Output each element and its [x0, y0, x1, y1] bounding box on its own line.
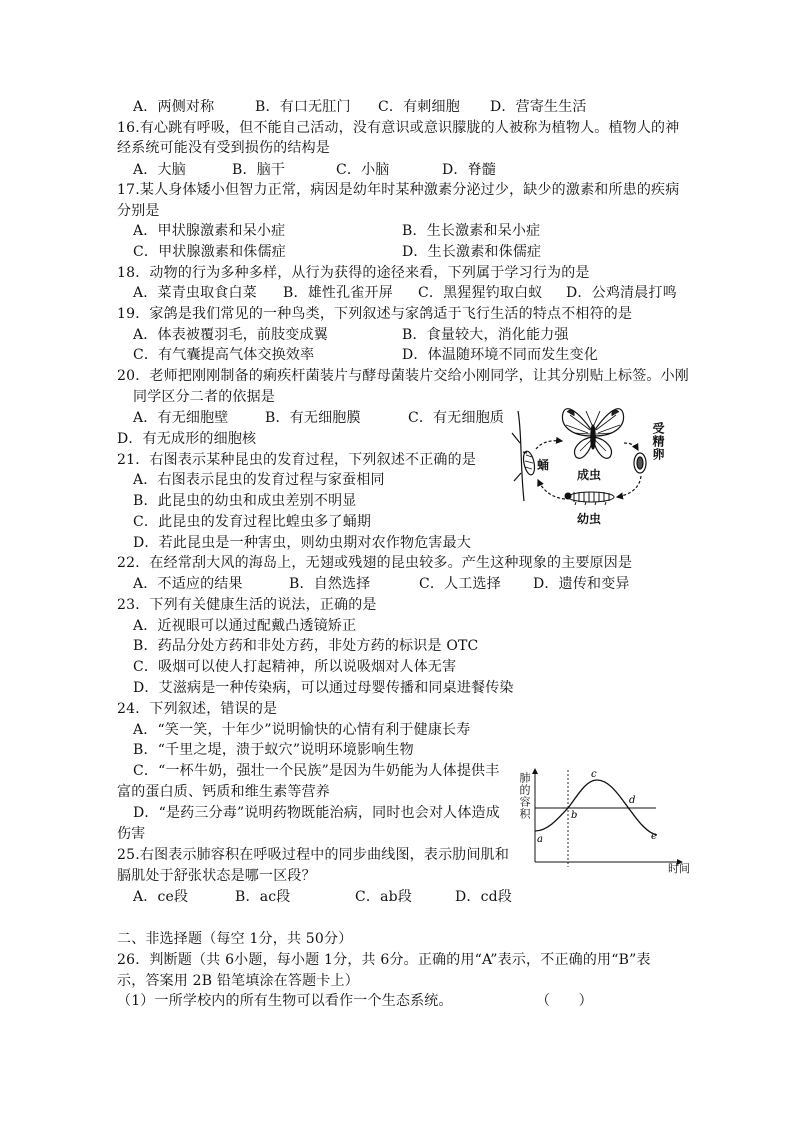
q24-option-d-line-2: 伤害: [117, 826, 146, 842]
q22-stem: 22．在经常刮大风的海岛上，无翅或残翅的昆虫较多。产生这种现象的主要原因是: [117, 555, 633, 571]
q15-option-d: D．营寄生生活: [490, 99, 587, 115]
q22-option-d: D．遗传和变异: [533, 576, 630, 592]
q17-option-c: C．甲状腺激素和侏儒症: [133, 244, 286, 260]
q17-stem-line-2: 分别是: [117, 203, 160, 219]
q25-option-a: A．ce段: [133, 889, 189, 905]
q16-option-a: A．大脑: [133, 162, 186, 178]
q20-option-d: D．有无成形的细胞核: [117, 431, 257, 447]
q20-stem-line-2: 同学区分二者的依据是: [133, 389, 275, 405]
q16-option-d: D．脊髓: [442, 162, 497, 178]
q25-stem-line-2: 膈肌处于舒张状态是哪一区段？: [117, 868, 316, 884]
q19-option-b: B．食量较大，消化能力强: [402, 327, 569, 343]
q17-option-b: B．生长激素和呆小症: [402, 223, 541, 239]
q23-option-d: D．艾滋病是一种传染病，可以通过母婴传播和同桌进餐传染: [133, 680, 514, 696]
q19-option-c: C．有气囊提高气体交换效率: [133, 347, 315, 363]
q23-option-a: A．近视眼可以通过配戴凸透镜矫正: [133, 618, 357, 634]
q16-stem-line-2: 经系统可能没有受到损伤的结构是: [117, 140, 330, 156]
q21-option-b: B．此昆虫的幼虫和成虫差别不明显: [133, 493, 357, 509]
q18-option-d: D．公鸡清晨打鸣: [566, 285, 677, 301]
lung-graph-ylabel: 肺的容积: [518, 772, 531, 820]
q25-stem-line-1: 25.右图表示肺容积在呼吸过程中的同步曲线图，表示肋间肌和: [117, 847, 510, 863]
q15-option-b: B．有口无肛门: [255, 99, 351, 115]
q24-option-a: A．“笑一笑，十年少”说明愉快的心情有利于健康长寿: [133, 722, 471, 738]
label-adult: 成虫: [577, 468, 602, 482]
q16-stem-line-1: 16.有心跳有呼吸，但不能自己活动，没有意识或意识朦胧的人被称为植物人。植物人的神: [117, 120, 680, 136]
q25-option-b: B．ac段: [235, 889, 291, 905]
q20-option-b: B．有无细胞膜: [265, 410, 361, 426]
point-label-a: a: [537, 834, 543, 845]
q26-item-1-answer-bracket: （ ）: [536, 993, 593, 1009]
q20-option-a: A．有无细胞壁: [133, 410, 229, 426]
insect-lifecycle-figure: [508, 403, 670, 528]
q22-option-a: A．不适应的结果: [133, 576, 243, 592]
q19-option-a: A．体表被覆羽毛，前肢变成翼: [133, 327, 328, 343]
q19-option-d: D．体温随环境不同而发生变化: [402, 347, 599, 363]
point-label-b: b: [571, 810, 578, 821]
q26-stem-line-1: 26．判断题（共 6小题，每小题 1分，共 6分。正确的用“A”表示，不正确的用“B”表: [117, 952, 651, 968]
q15-option-a: A．两侧对称: [133, 99, 215, 115]
q26-item-1-text: （1）一所学校内的所有生物可以看作一个生态系统。: [117, 993, 453, 1009]
label-pupa: 蛹: [537, 458, 550, 472]
q23-stem: 23．下列有关健康生活的说法，正确的是: [117, 597, 377, 613]
q18-option-a: A．菜青虫取食白菜: [133, 285, 257, 301]
q24-option-c-line-1: C．“一杯牛奶，强壮一个民族”是因为牛奶能为人体提供丰: [133, 763, 500, 779]
q17-option-a: A．甲状腺激素和呆小症: [133, 223, 286, 239]
twig: [512, 411, 524, 501]
point-label-e: e: [651, 831, 657, 842]
q18-option-c: C．黑猩猩钓取白蚁: [418, 285, 543, 301]
q17-option-d: D．生长激素和侏儒症: [402, 244, 542, 260]
label-larva: 幼虫: [577, 512, 602, 526]
q24-option-d-line-1: D．“是药三分毒”说明药物既能治病，同时也会对人体造成: [133, 805, 500, 821]
q21-option-a: A．右图表示昆虫的发育过程与家蚕相同: [133, 472, 385, 488]
q20-option-c: C．有无细胞质: [408, 410, 505, 426]
q16-option-b: B．脑干: [232, 162, 286, 178]
q23-option-b: B．药品分处方药和非处方药，非处方药的标识是 OTC: [133, 638, 479, 654]
label-egg: 受精卵: [651, 422, 665, 461]
q25-option-c: C．ab段: [355, 889, 413, 905]
caterpillar-larva: [565, 492, 614, 505]
q18-option-b: B．雄性孔雀开屏: [283, 285, 393, 301]
q25-option-d: D．cd段: [455, 889, 513, 905]
q19-stem: 19．家鸽是我们常见的一种鸟类，下列叙述与家鸽适于飞行生活的特点不相符的是: [117, 306, 633, 322]
q21-option-d: D．若此昆虫是一种害虫，则幼虫期对农作物危害最大: [133, 535, 472, 551]
egg: [634, 453, 646, 473]
q20-stem-line-1: 20．老师把刚刚制备的痢疾杆菌装片与酵母菌装片交给小刚同学，让其分别贴上标签。小刚: [117, 368, 690, 384]
q24-stem: 24．下列叙述，错误的是: [117, 701, 278, 717]
q21-option-c: C．此昆虫的发育过程比蝗虫多了蛹期: [133, 514, 372, 530]
point-label-c: c: [591, 769, 597, 780]
point-label-d: d: [629, 795, 636, 806]
lung-volume-graph: [512, 765, 702, 877]
q26-stem-line-2: 示，答案用 2B 铅笔填涂在答题卡上）: [117, 973, 359, 989]
q24-option-b: B．“千里之堤，溃于蚁穴”说明环境影响生物: [133, 742, 414, 758]
pupa-chrysalis: [512, 411, 536, 501]
butterfly-adult: [562, 409, 623, 459]
q17-stem-line-1: 17.某人身体矮小但智力正常，病因是幼年时某种激素分泌过少，缺少的激素和所患的疾病: [117, 182, 680, 198]
q24-option-c-line-2: 富的蛋白质、钙质和维生素等营养: [117, 784, 330, 800]
q22-option-b: B．自然选择: [289, 576, 371, 592]
q18-stem: 18．动物的行为多种多样，从行为获得的途径来看，下列属于学习行为的是: [117, 265, 590, 281]
q22-option-c: C．人工选择: [419, 576, 501, 592]
section-2-title: 二、非选择题（每空 1分，共 50分）: [117, 931, 353, 947]
q15-option-c: C．有刺细胞: [378, 99, 460, 115]
q23-option-c: C．吸烟可以使人打起精神，所以说吸烟对人体无害: [133, 659, 457, 675]
lung-graph-xlabel: 时间: [668, 862, 690, 875]
q21-stem: 21．右图表示某种昆虫的发育过程，下列叙述不正确的是: [117, 452, 477, 468]
q16-option-c: C．小脑: [336, 162, 390, 178]
